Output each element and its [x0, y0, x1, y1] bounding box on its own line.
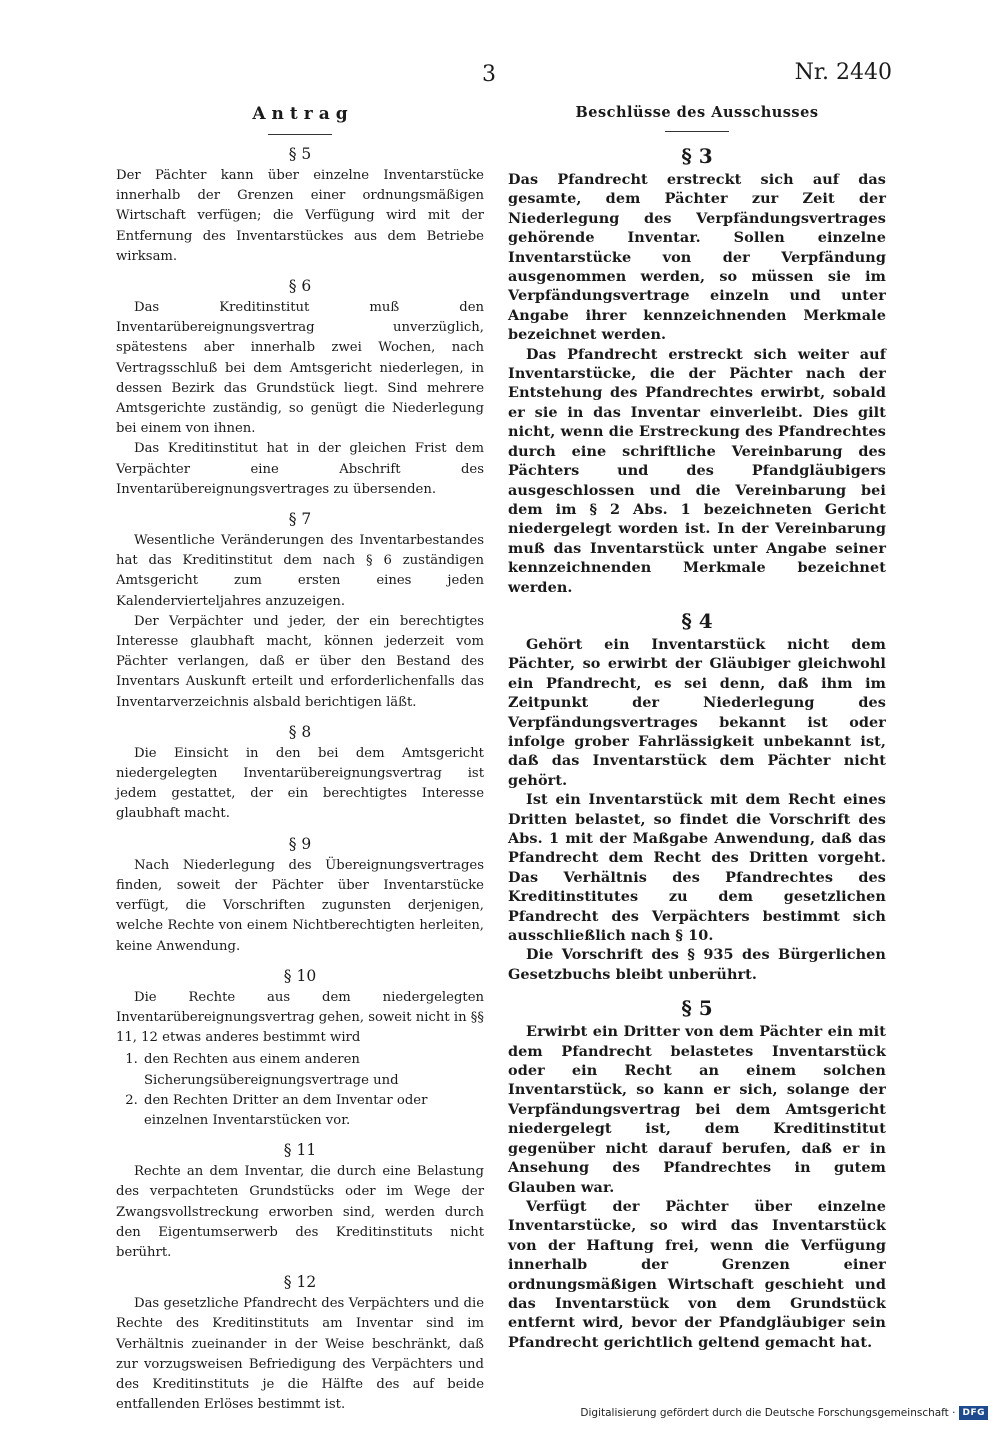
paragraph: Die Vorschrift des § 935 des Bürgerlichen Gesetzbuchs bleibt unberührt. [508, 946, 886, 983]
dfg-logo: DFG [959, 1406, 988, 1420]
paragraph: Die Einsicht in den bei dem Amtsgericht niedergelegten Inventarübereignungsvertrag ist jedem gestattet, der ein berechtigtes Interesse glaubhaft macht. [116, 745, 484, 822]
paragraph: Ist ein Inventarstück mit dem Recht eines Dritten belastet, so findet die Vorschrift des Abs. 1 mit der Maßgabe Anwendung, daß das Pfandrecht dem Recht des Dritten vorgeht. Das Verhältnis des Pfandrechtes des Kreditinstitutes zu dem gesetzlichen Pfandrecht des Verpächters bestimmt sich ausschließlich nach § 10. [508, 791, 886, 945]
list-item: 2. den Rechten Dritter an dem Inventar oder einzelnen Inventarstücken vor. [142, 1091, 484, 1131]
digitization-footer [580, 1406, 988, 1420]
paragraph: Der Pächter kann über einzelne Inventarstücke innerhalb der Grenzen einer ordnungsmäßigen Wirtschaft verfügen; die Verfügung wird mit der Entfernung des Inventarstückes aus dem Betriebe wirksam. [116, 168, 484, 264]
document-number: Nr. 2440 [794, 60, 892, 85]
left-column [116, 104, 484, 1415]
section-heading: § 6 [288, 277, 312, 296]
paragraph: Die Rechte aus dem niedergelegten Inventarübereignungsvertrag gehen, soweit nicht in §§ 11, 12 etwas anderes bestimmt wird [116, 989, 484, 1046]
paragraph: Das Kreditinstitut hat in der gleichen Frist dem Verpächter eine Abschrift des Inventarübereignungsvertrages zu übersenden. [116, 441, 484, 497]
paragraph: Das Pfandrecht erstreckt sich weiter auf Inventarstücke, die der Pächter nach der Entstehung des Pfandrechtes erwirbt, sobald er sie in das Inventar einverleibt. Dies gilt nicht, wenn die Erstreckung des Pfandrechtes durch eine schriftliche Vereinbarung des Pächters und des Pfandgläubigers ausgeschlossen und die Vereinbarung bei dem im § 2 Abs. 1 bezeichneten Gericht niedergelegt worden ist. In der Vereinbarung muß das Inventarstück unter Angabe seiner kennzeichnenden Merkmale bezeichnet werden. [508, 345, 886, 596]
section-heading: § 7 [288, 510, 312, 529]
paragraph: Erwirbt ein Dritter von dem Pächter ein mit dem Pfandrecht belastetes Inventarstück oder ein Recht an einem solchen Inventarstück, so kann er sich, solange der Verpfändungsvertrag bei dem Amtsgericht niedergelegt ist, dem Kreditinstitut gegenüber nicht darauf berufen, daß er in Ansehung des Pfandrechtes in gutem Glauben war. [508, 1023, 886, 1196]
right-column-title: Beschlüsse des Ausschusses [575, 104, 819, 121]
page-number: 3 [482, 62, 496, 87]
paragraph: Rechte an dem Inventar, die durch eine Belastung des verpachteten Grundstücks oder im Wege der Zwangsvollstreckung erworben sind, werden durch den Eigentumserwerb des Kreditinstituts nicht berührt. [116, 1164, 484, 1260]
list-item: 1. den Rechten aus einem anderen Sicherungsübereignungsvertrage und [142, 1050, 484, 1090]
paragraph: Das Kreditinstitut muß den Inventarübereignungsvertrag unverzüglich, spätestens aber innerhalb zwei Wochen, nach Vertragsschluß bei dem Amtsgericht niederlegen, in dessen Bezirk das Grundstück liegt. Sind mehrere Amtsgerichte zuständig, so genügt die Niederlegung bei einem von ihnen. [116, 300, 484, 437]
numbered-list [116, 1050, 484, 1131]
title-rule [665, 131, 729, 132]
paragraph: Das Pfandrecht erstreckt sich auf das gesamte, dem Pächter zur Zeit der Niederlegung des Verpfändungsvertrages gehörende Inventar. Sollen einzelne Inventarstücke von der Verpfändung ausgenommen werden, so müssen sie im Verpfändungsvertrage einzeln und unter Angabe ihrer kennzeichnenden Merkmale bezeichnet werden. [508, 171, 886, 344]
funding-note: Digitalisierung gefördert durch die Deutsche Forschungsgemeinschaft · [580, 1407, 956, 1419]
section-heading: § 10 [283, 966, 317, 985]
paragraph: Gehört ein Inventarstück nicht dem Pächter, so erwirbt der Gläubiger gleichwohl ein Pfandrecht, es sei denn, daß ihm im Zeitpunkt der Niederlegung des Verpfändungsvertrages bekannt ist oder infolge grober Fahrlässigkeit unbekannt ist, daß das Inventarstück dem Pächter nicht gehört. [508, 635, 886, 789]
left-column-title: Antrag [252, 104, 354, 124]
paragraph: Das gesetzliche Pfandrecht des Verpächters und die Rechte des Kreditinstituts am Inventar sind im Verhältnis zueinander in der Weise beschränkt, daß zur vorzugsweisen Befriedigung des Verpächters und des Kreditinstituts je die Hälfte des auf beide entfallenden Erlöses bestimmt ist. [116, 1296, 484, 1413]
section-heading: § 12 [283, 1273, 317, 1292]
section-heading: § 4 [681, 608, 713, 633]
paragraph: Nach Niederlegung des Übereignungsvertrages finden, soweit der Pächter über Inventarstücke verfügt, die Vorschriften zugunsten derjenigen, welche Rechte von einem Nichtberechtigten herleiten, keine Anwendung. [116, 857, 484, 954]
section-heading: § 8 [288, 722, 312, 741]
section-heading: § 9 [288, 834, 312, 853]
title-rule [268, 134, 332, 135]
right-column [508, 104, 886, 1352]
section-heading: § 3 [681, 144, 713, 168]
section-heading: § 11 [283, 1141, 317, 1160]
paragraph: Wesentliche Veränderungen des Inventarbestandes hat das Kreditinstitut dem nach § 6 zuständigen Amtsgericht zum ersten eines jeden Kalendervierteljahres anzuzeigen. [116, 533, 484, 609]
paragraph: Verfügt der Pächter über einzelne Inventarstücke, so wird das Inventarstück von der Haftung frei, wenn die Verfügung innerhalb der Grenzen einer ordnungsmäßigen Wirtschaft geschieht und das Inventarstück von dem Grundstück entfernt wird, bevor der Pfandgläubiger sein Pfandrecht gerichtlich geltend gemacht hat. [508, 1197, 886, 1351]
section-heading: § 5 [288, 145, 312, 163]
section-heading: § 5 [681, 996, 713, 1021]
paragraph: Der Verpächter und jeder, der ein berechtigtes Interesse glaubhaft macht, können jederzeit vom Pächter verlangen, daß er über den Bestand des Inventars Auskunft erteilt und erforderlichenfalls das Inventarverzeichnis alsbald berichtigen läßt. [116, 613, 484, 710]
